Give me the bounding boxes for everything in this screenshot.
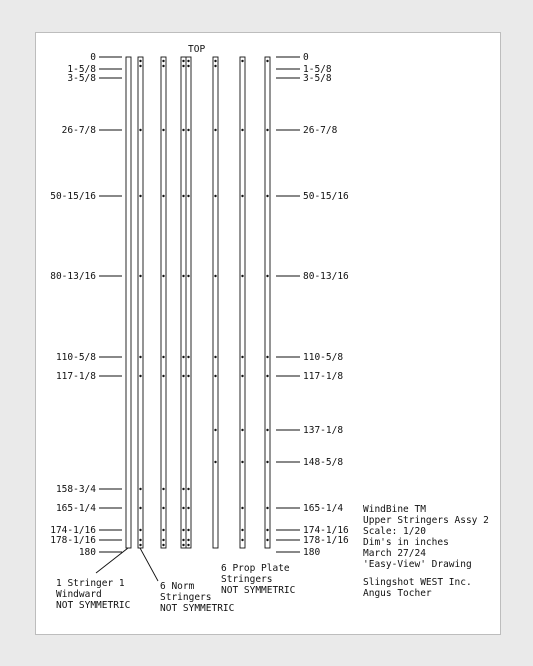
right-dim-label: 1-5/8 <box>303 64 332 75</box>
title-block-line: Dim's in inches <box>363 537 449 548</box>
bolt-hole <box>162 60 164 62</box>
bolt-hole <box>266 195 268 197</box>
norm-label-line: Stringers <box>160 592 212 603</box>
left-dim-label: 50-15/16 <box>50 191 96 202</box>
bolt-hole <box>182 195 184 197</box>
right-dim-label: 3-5/8 <box>303 73 332 84</box>
bolt-hole <box>214 356 216 358</box>
right-dim-label: 110-5/8 <box>303 352 344 363</box>
bolt-hole <box>266 129 268 131</box>
title-block-line: March 27/24 <box>363 548 426 559</box>
right-dim-label: 178-1/16 <box>303 535 349 546</box>
bolt-hole <box>187 375 189 377</box>
dimension-leaders <box>96 57 300 581</box>
bolt-hole <box>139 539 141 541</box>
left-dim-label: 110-5/8 <box>55 352 96 363</box>
bolt-hole <box>241 507 243 509</box>
bolt-hole <box>214 429 216 431</box>
left-dim-label: 180 <box>78 547 96 558</box>
bolt-hole <box>139 275 141 277</box>
bolt-hole <box>241 356 243 358</box>
bolt-hole <box>182 275 184 277</box>
bolt-hole <box>241 429 243 431</box>
norm-label-line: 6 Norm <box>160 581 195 592</box>
bolt-hole <box>266 461 268 463</box>
bolt-hole <box>187 544 189 546</box>
bolt-hole <box>266 356 268 358</box>
right-dim-label: 26-7/8 <box>303 125 338 136</box>
bolt-hole <box>139 488 141 490</box>
company-name: Slingshot WEST Inc. <box>363 577 472 588</box>
bolt-hole <box>266 429 268 431</box>
bolt-hole <box>162 507 164 509</box>
bolt-hole <box>139 375 141 377</box>
bolt-hole <box>139 507 141 509</box>
bolt-hole <box>187 539 189 541</box>
bolt-hole <box>187 529 189 531</box>
author-name: Angus Tocher <box>363 588 432 599</box>
right-dim-label: 80-13/16 <box>303 271 349 282</box>
bolt-hole <box>139 65 141 67</box>
bolt-hole <box>214 129 216 131</box>
bolt-hole <box>214 461 216 463</box>
bolt-hole <box>187 356 189 358</box>
bolt-hole <box>182 544 184 546</box>
left-dim-label: 165-1/4 <box>55 503 96 514</box>
bolt-hole <box>182 65 184 67</box>
bolt-hole <box>182 60 184 62</box>
windward-stringer-label <box>56 578 130 611</box>
bolt-hole <box>182 129 184 131</box>
left-dim-label: 174-1/16 <box>50 525 96 536</box>
bolt-hole <box>266 507 268 509</box>
bolt-hole <box>241 275 243 277</box>
norm-pointer <box>140 548 158 581</box>
bolt-hole <box>182 539 184 541</box>
prop-plate-stringers-label <box>221 563 295 596</box>
title-block <box>363 504 489 599</box>
bolt-hole <box>162 544 164 546</box>
bolt-hole <box>266 529 268 531</box>
left-dim-label: 158-3/4 <box>55 484 96 495</box>
bolt-hole <box>162 539 164 541</box>
left-dim-label: 0 <box>90 52 96 63</box>
bolt-hole <box>182 507 184 509</box>
bolt-hole <box>214 275 216 277</box>
right-dim-label: 0 <box>303 52 309 63</box>
top-label: TOP <box>188 44 206 55</box>
bolt-hole <box>187 507 189 509</box>
bolt-hole <box>214 375 216 377</box>
bolt-hole <box>214 60 216 62</box>
bolt-hole <box>162 375 164 377</box>
left-dimension-labels <box>50 52 96 558</box>
right-dimension-labels <box>303 52 349 558</box>
right-dim-label: 50-15/16 <box>303 191 349 202</box>
title-block-line: 'Easy-View' Drawing <box>363 559 472 570</box>
right-dim-label: 148-5/8 <box>303 457 344 468</box>
bolt-hole <box>241 539 243 541</box>
right-dim-label: 174-1/16 <box>303 525 349 536</box>
left-dim-label: 117-1/8 <box>55 371 96 382</box>
windward-label-line: NOT SYMMETRIC <box>56 600 131 611</box>
bolt-hole <box>139 356 141 358</box>
windward-label-line: Windward <box>56 589 102 600</box>
bolt-hole <box>182 375 184 377</box>
bolt-hole <box>241 375 243 377</box>
bolt-hole <box>187 129 189 131</box>
bolt-hole <box>139 60 141 62</box>
bolt-hole <box>266 375 268 377</box>
bolt-hole <box>182 488 184 490</box>
right-dim-label: 137-1/8 <box>303 425 344 436</box>
prop-plate-label-line: NOT SYMMETRIC <box>221 585 296 596</box>
stringer-diagram <box>36 33 500 634</box>
bolt-hole <box>241 129 243 131</box>
bolt-hole <box>241 60 243 62</box>
bolt-hole <box>266 60 268 62</box>
bolt-hole <box>187 65 189 67</box>
bolt-hole <box>139 544 141 546</box>
title-block-line: WindBine TM <box>363 504 426 515</box>
bolt-hole <box>139 195 141 197</box>
bolt-hole <box>162 275 164 277</box>
right-dim-label: 117-1/8 <box>303 371 344 382</box>
prop-plate-label-line: 6 Prop Plate <box>221 563 290 574</box>
left-dim-label: 80-13/16 <box>50 271 96 282</box>
bolt-hole <box>266 275 268 277</box>
bolt-hole <box>241 195 243 197</box>
bolt-hole <box>241 461 243 463</box>
left-dim-label: 178-1/16 <box>50 535 96 546</box>
bolt-hole <box>139 529 141 531</box>
bolt-hole <box>162 529 164 531</box>
left-dim-label: 26-7/8 <box>61 125 96 136</box>
norm-label-line: NOT SYMMETRIC <box>160 603 235 614</box>
bolt-hole <box>187 195 189 197</box>
prop-plate-label-line: Stringers <box>221 574 273 585</box>
bolt-hole <box>139 129 141 131</box>
bolt-hole <box>162 129 164 131</box>
bolt-hole <box>162 356 164 358</box>
left-dim-label: 3-5/8 <box>67 73 96 84</box>
bolt-hole <box>162 488 164 490</box>
stringer-bars <box>126 57 270 548</box>
title-block-line: Upper Stringers Assy 2 <box>363 515 489 526</box>
left-dim-label: 1-5/8 <box>67 64 96 75</box>
bolt-hole <box>182 356 184 358</box>
bolt-hole <box>187 60 189 62</box>
bolt-hole <box>241 529 243 531</box>
drawing-sheet <box>35 32 501 635</box>
bolt-hole <box>214 195 216 197</box>
windward-label-line: 1 Stringer 1 <box>56 578 125 589</box>
title-block-line: Scale: 1/20 <box>363 526 426 537</box>
bolt-hole <box>187 275 189 277</box>
right-dim-label: 165-1/4 <box>303 503 344 514</box>
bolt-hole <box>187 488 189 490</box>
windward-stringer-bar <box>126 57 131 548</box>
bolt-hole <box>162 195 164 197</box>
bolt-hole <box>162 65 164 67</box>
right-dim-label: 180 <box>303 547 321 558</box>
bolt-hole <box>182 529 184 531</box>
bolt-hole <box>266 539 268 541</box>
bolt-hole <box>214 65 216 67</box>
